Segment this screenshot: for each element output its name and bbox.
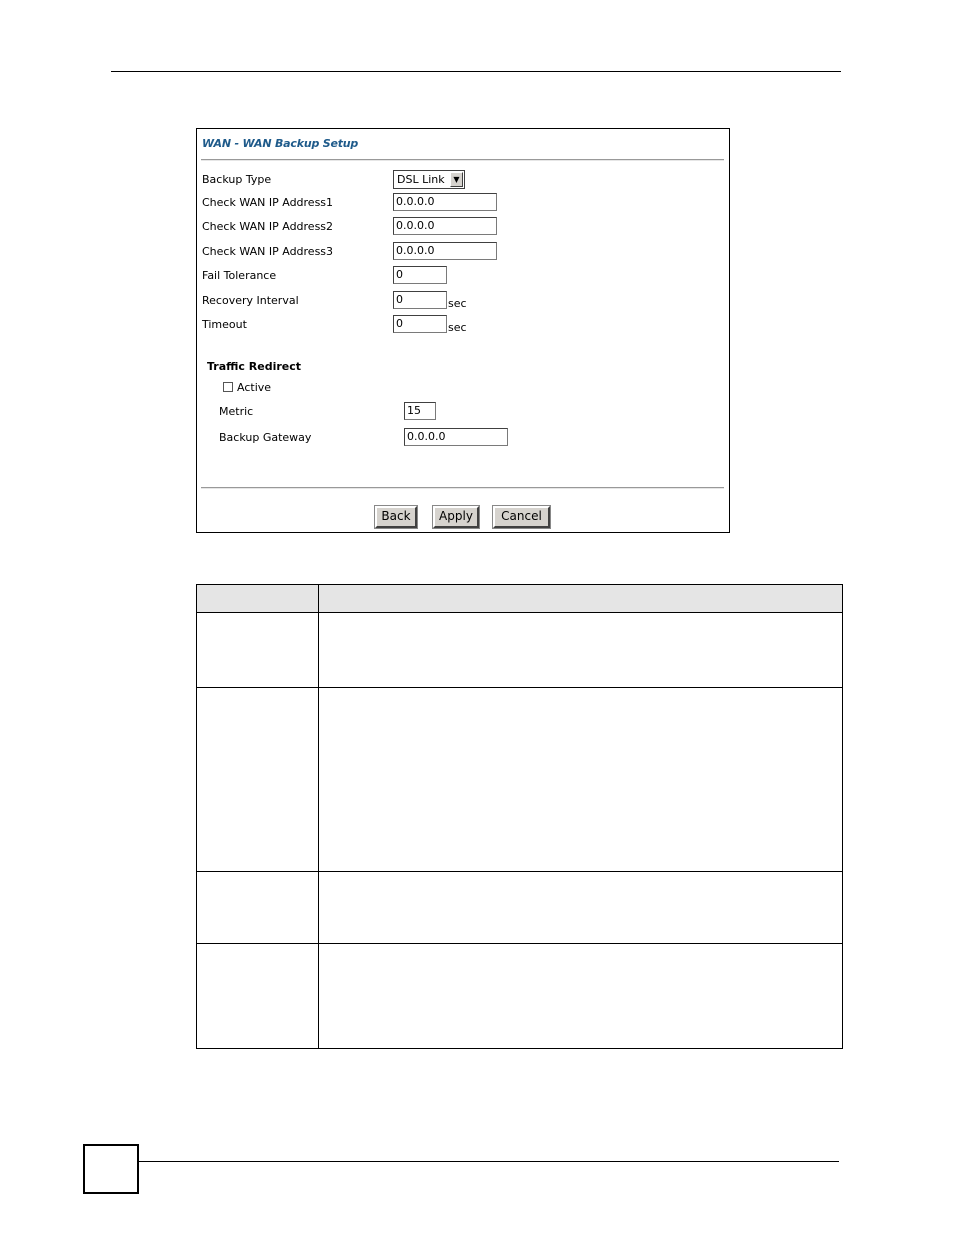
table-header-row: [197, 585, 843, 613]
fail-tolerance-label: Fail Tolerance: [202, 269, 277, 282]
table-header-cell: [319, 585, 843, 613]
page-number-box: [83, 1144, 139, 1194]
recovery-interval-input[interactable]: 0: [393, 291, 447, 309]
header-rule: [111, 71, 841, 72]
back-button[interactable]: Back: [375, 506, 417, 528]
check-wan-ip3-input[interactable]: 0.0.0.0: [393, 242, 497, 260]
timeout-input[interactable]: 0: [393, 315, 447, 333]
check-wan-ip1-label: Check WAN IP Address1: [202, 196, 334, 209]
title-divider: [201, 159, 724, 161]
wan-backup-setup-panel: [196, 128, 730, 533]
backup-type-label: Backup Type: [202, 173, 272, 186]
table-cell: [319, 613, 843, 688]
recovery-interval-label: Recovery Interval: [202, 294, 299, 307]
cancel-button[interactable]: Cancel: [493, 506, 550, 528]
table-row: [197, 613, 843, 688]
table-cell: [319, 688, 843, 872]
recovery-interval-unit: sec: [448, 297, 467, 310]
metric-label: Metric: [219, 405, 254, 418]
active-label: Active: [237, 381, 272, 394]
table-cell: [197, 872, 319, 944]
apply-button[interactable]: Apply: [433, 506, 479, 528]
table-cell: [197, 688, 319, 872]
table-cell: [319, 872, 843, 944]
fail-tolerance-input[interactable]: 0: [393, 266, 447, 284]
table-row: [197, 872, 843, 944]
chevron-down-icon[interactable]: ▼: [450, 172, 463, 187]
table-row: [197, 688, 843, 872]
metric-input[interactable]: 15: [404, 402, 436, 420]
table-cell: [197, 944, 319, 1049]
backup-type-select[interactable]: [393, 170, 465, 189]
backup-gateway-label: Backup Gateway: [219, 431, 312, 444]
check-wan-ip3-label: Check WAN IP Address3: [202, 245, 334, 258]
table-header-cell: [197, 585, 319, 613]
check-wan-ip2-label: Check WAN IP Address2: [202, 220, 334, 233]
traffic-redirect-title: Traffic Redirect: [207, 360, 301, 373]
table-row: [197, 944, 843, 1049]
timeout-unit: sec: [448, 321, 467, 334]
table-cell: [197, 613, 319, 688]
panel-title: WAN - WAN Backup Setup: [202, 137, 359, 150]
backup-type-value: DSL Link: [397, 173, 445, 186]
active-checkbox[interactable]: [223, 382, 233, 392]
footer-rule: [139, 1161, 839, 1162]
check-wan-ip2-input[interactable]: 0.0.0.0: [393, 217, 497, 235]
table-cell: [319, 944, 843, 1049]
description-table: [196, 584, 843, 1049]
check-wan-ip1-input[interactable]: 0.0.0.0: [393, 193, 497, 211]
backup-gateway-input[interactable]: 0.0.0.0: [404, 428, 508, 446]
timeout-label: Timeout: [202, 318, 247, 331]
footer-divider: [201, 487, 724, 489]
